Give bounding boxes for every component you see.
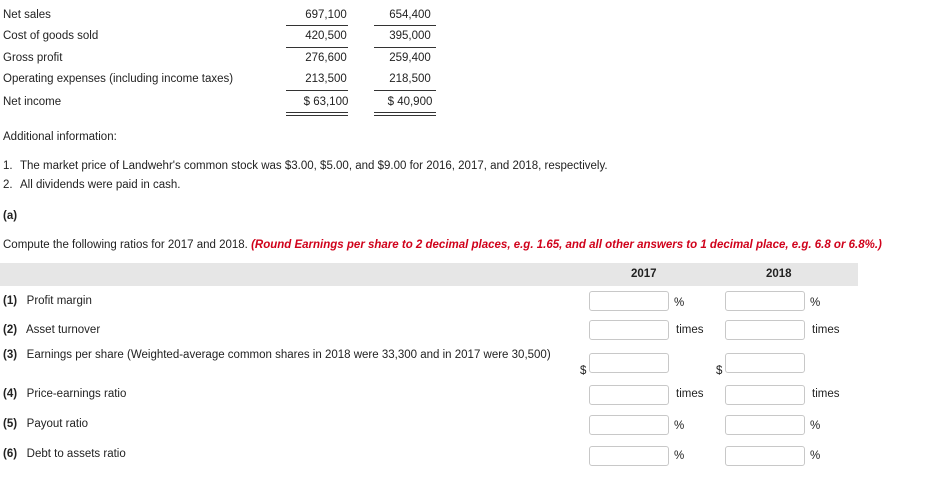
dollar-sign: $ bbox=[580, 365, 587, 377]
unit-label: times bbox=[812, 388, 840, 400]
ratio-row-asset-turnover bbox=[3, 324, 100, 336]
double-underline bbox=[286, 115, 348, 116]
unit-label: times bbox=[812, 324, 840, 336]
ratio-row-earnings-per-share bbox=[3, 349, 551, 361]
debt-to-assets-2018-input[interactable] bbox=[725, 446, 805, 466]
underline bbox=[374, 90, 436, 91]
row-number: (5) bbox=[3, 418, 18, 430]
info-item-number: 2. bbox=[3, 179, 13, 191]
dollar-sign: $ bbox=[716, 365, 723, 377]
value-2017: 218,500 bbox=[389, 73, 431, 85]
value-2017: 395,000 bbox=[389, 30, 431, 42]
unit-label: % bbox=[674, 420, 685, 432]
value-2018: 213,500 bbox=[305, 73, 347, 85]
row-label: Asset turnover bbox=[26, 324, 101, 336]
double-underline bbox=[374, 112, 436, 113]
instruction bbox=[3, 239, 882, 251]
row-label: Operating expenses (including income taxes) bbox=[3, 73, 234, 85]
eps-2017-input[interactable] bbox=[589, 353, 669, 373]
payout-ratio-2017-input[interactable] bbox=[589, 415, 669, 435]
debt-to-assets-2017-input[interactable] bbox=[589, 446, 669, 466]
row-label: Cost of goods sold bbox=[3, 30, 99, 42]
instruction-text: Compute the following ratios for 2017 and 2018. bbox=[3, 239, 248, 251]
unit-label: % bbox=[810, 420, 821, 432]
row-label: Price-earnings ratio bbox=[26, 388, 127, 400]
row-number: (4) bbox=[3, 388, 18, 400]
additional-info-heading: Additional information: bbox=[3, 131, 117, 143]
value-2017: 654,400 bbox=[389, 9, 431, 21]
row-label: Net sales bbox=[3, 9, 51, 21]
ratio-row-profit-margin bbox=[3, 295, 92, 307]
asset-turnover-2018-input[interactable] bbox=[725, 320, 805, 340]
asset-turnover-2017-input[interactable] bbox=[589, 320, 669, 340]
eps-2018-input[interactable] bbox=[725, 353, 805, 373]
underline bbox=[374, 25, 436, 26]
info-item-text: All dividends were paid in cash. bbox=[20, 179, 181, 191]
pe-ratio-2017-input[interactable] bbox=[589, 385, 669, 405]
unit-label: % bbox=[810, 450, 821, 462]
table-header bbox=[0, 263, 858, 286]
pe-ratio-2018-input[interactable] bbox=[725, 385, 805, 405]
value-2018: $ 63,100 bbox=[303, 96, 349, 108]
payout-ratio-2018-input[interactable] bbox=[725, 415, 805, 435]
ratio-row-payout bbox=[3, 418, 88, 430]
profit-margin-2018-input[interactable] bbox=[725, 291, 805, 311]
value-2018: 420,500 bbox=[305, 30, 347, 42]
row-number: (3) bbox=[3, 349, 18, 361]
row-number: (1) bbox=[3, 295, 18, 307]
unit-label: % bbox=[674, 297, 685, 309]
row-label: Profit margin bbox=[26, 295, 92, 307]
double-underline bbox=[286, 112, 348, 113]
row-label: Net income bbox=[3, 96, 62, 108]
row-number: (2) bbox=[3, 324, 18, 336]
unit-label: % bbox=[810, 297, 821, 309]
unit-label: times bbox=[676, 324, 704, 336]
part-label: (a) bbox=[3, 210, 18, 222]
value-2017: 259,400 bbox=[389, 52, 431, 64]
unit-label: % bbox=[674, 450, 685, 462]
underline bbox=[286, 90, 348, 91]
rounding-note: (Round Earnings per share to 2 decimal places, e.g. 1.65, and all other answers to 1 decimal place, e.g. 6.8 or 6.8%.) bbox=[251, 239, 882, 251]
row-label: Gross profit bbox=[3, 52, 63, 64]
row-label: Payout ratio bbox=[26, 418, 89, 430]
col-header-2018: 2018 bbox=[766, 268, 792, 280]
info-item-text: The market price of Landwehr's common stock was $3.00, $5.00, and $9.00 for 2016, 2017, and 2018, respectively. bbox=[20, 160, 608, 172]
value-2017: $ 40,900 bbox=[387, 96, 433, 108]
col-header-2017: 2017 bbox=[631, 268, 657, 280]
row-label: Earnings per share (Weighted-average common shares in 2018 were 33,300 and in 2017 were 30,500) bbox=[26, 349, 551, 361]
info-item-number: 1. bbox=[3, 160, 13, 172]
unit-label: times bbox=[676, 388, 704, 400]
ratio-row-debt-to-assets bbox=[3, 448, 126, 460]
ratio-row-price-earnings bbox=[3, 388, 126, 400]
underline bbox=[286, 47, 348, 48]
profit-margin-2017-input[interactable] bbox=[589, 291, 669, 311]
value-2018: 276,600 bbox=[305, 52, 347, 64]
row-number: (6) bbox=[3, 448, 18, 460]
double-underline bbox=[374, 115, 436, 116]
underline bbox=[374, 47, 436, 48]
row-label: Debt to assets ratio bbox=[26, 448, 126, 460]
value-2018: 697,100 bbox=[305, 9, 347, 21]
underline bbox=[286, 25, 348, 26]
